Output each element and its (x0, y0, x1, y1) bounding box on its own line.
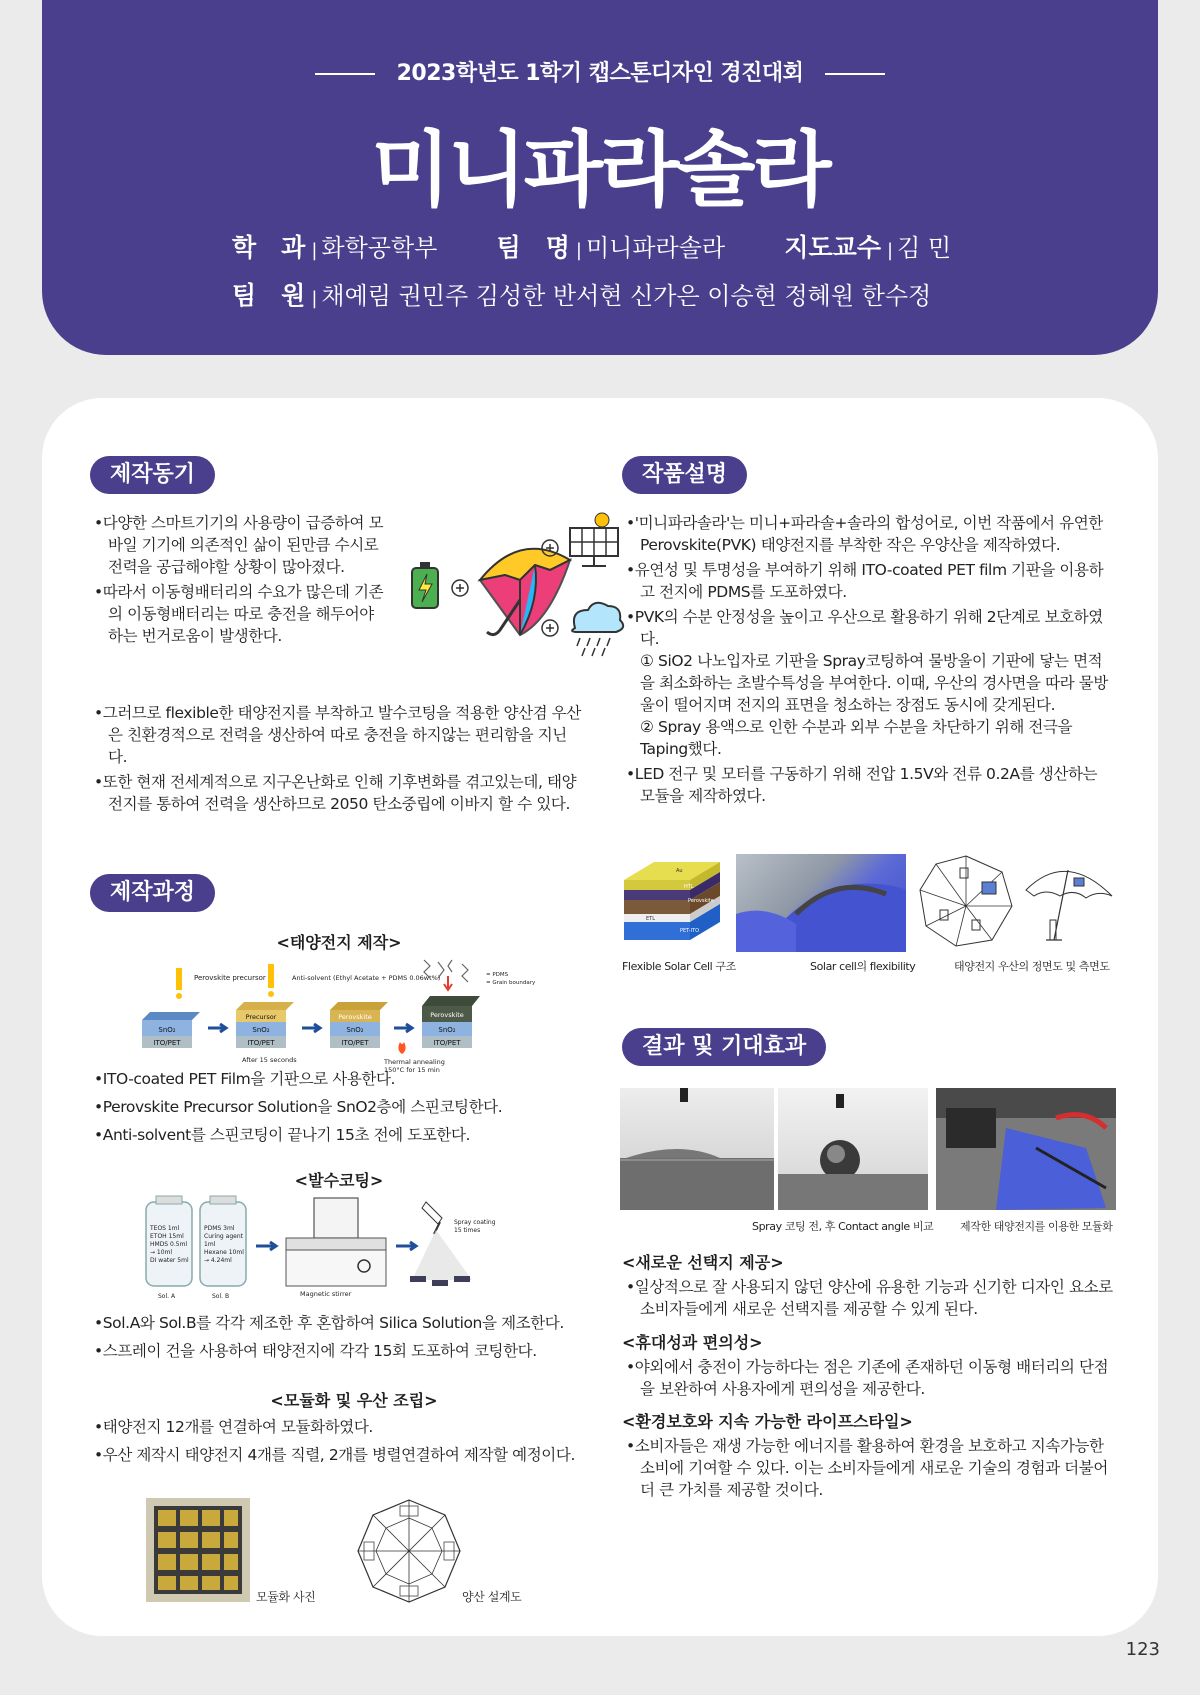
sol-b-line: Curing agent (204, 1233, 243, 1240)
arrow-icon (208, 1024, 226, 1032)
contact-angle-after-photo (778, 1088, 928, 1210)
anneal-label-2: 150°C for 15 min (384, 1066, 440, 1074)
process-bullet: •우산 제작시 태양전지 4개를 직렬, 2개를 병렬연결하여 제작할 예정이다. (94, 1446, 575, 1464)
members-value: 채예림 권민주 김성한 반서현 신가은 이승현 정혜원 한수정 (321, 282, 932, 310)
layer-au-label: Au (676, 868, 683, 874)
sol-b-line: Hexane 10ml (204, 1249, 244, 1256)
description-text (626, 512, 1114, 810)
section-title-description: 작품설명 (622, 456, 747, 494)
layer-etl-label: ETL (646, 916, 655, 922)
plus-icon (542, 620, 558, 636)
sol-b-line: PDMS 3ml (204, 1225, 235, 1232)
process-bullet: •Anti-solvent를 스핀코팅이 끝나기 15초 전에 도포한다. (94, 1126, 471, 1144)
legend-grain: = Grain boundary (486, 980, 536, 986)
sol-b-line: 1ml (204, 1241, 216, 1248)
flexibility-photo (736, 854, 906, 952)
ito-label: ITO/PET (247, 1039, 275, 1047)
stirrer-label: Magnetic stirrer (300, 1290, 352, 1298)
separator: | (311, 288, 318, 309)
sol-b-line: → 4.24ml (204, 1257, 232, 1264)
separator: | (575, 240, 582, 261)
caption-structure: Flexible Solar Cell 구조 (622, 960, 736, 973)
arrow-icon (256, 1242, 276, 1250)
sol-a-label: Sol. A (158, 1293, 176, 1300)
module-demo-photo (936, 1088, 1116, 1210)
subheading-coating: <발수코팅> (294, 1171, 384, 1190)
description-bullet: •'미니파라솔라'는 미니+파라솔+솔라의 합성어로, 이번 작품에서 유연한 Perovskite(PVK) 태양전지를 부착한 작은 우양산을 제작하였다. (626, 514, 1103, 554)
section-title-process: 제작과정 (90, 874, 215, 912)
solar-cell-steps (94, 1068, 584, 1149)
parasol-blueprint (354, 1496, 464, 1606)
motivation-bullet: •또한 현재 전세계적으로 지구온난화로 인해 기후변화를 겪고있는데, 태양전지를 통하여 전력을 생산하므로 2050 탄소중립에 이바지 할 수 있다. (94, 773, 577, 813)
solar-cell-structure-image (620, 852, 726, 952)
ito-label: ITO/PET (433, 1039, 461, 1047)
coating-process-diagram (142, 1194, 562, 1304)
dept-label: 학 과 (232, 233, 306, 262)
contact-angle-before-photo (620, 1088, 774, 1210)
module-photo (146, 1498, 250, 1602)
layer-htl-label: HTL (684, 884, 694, 890)
sno2-label: SnO₂ (438, 1026, 456, 1034)
module-steps (94, 1416, 584, 1469)
subheading-solar-cell: <태양전지 제작> (276, 933, 402, 952)
motivation-text-bottom (94, 702, 584, 818)
precursor-layer-label: Precursor (245, 1013, 277, 1021)
subheading-module: <모듈화 및 우산 조립> (270, 1391, 438, 1410)
process-bullet: •ITO-coated PET Film을 기판으로 사용한다. (94, 1070, 396, 1088)
page-title: 미니파라솔라 (371, 123, 829, 218)
sol-a-line: DI water 5ml (150, 1257, 189, 1264)
sol-a-line: ETOH 15ml (150, 1233, 184, 1240)
flame-icon (398, 1042, 405, 1054)
motivation-bullet: •그러므로 flexible한 태양전지를 부착하고 발수코팅을 적용한 양산겸 우산은 친환경적으로 전력을 생산하여 따로 충전을 하지않는 편리함을 지닌다. (94, 704, 581, 766)
contest-title (42, 56, 1158, 87)
separator: | (886, 240, 894, 261)
battery-icon (412, 562, 438, 608)
results-bullet: •야외에서 충전이 가능하다는 점은 기존에 존재하던 이동형 배터리의 단점을 보완하여 사용자에게 편의성을 제공한다. (626, 1358, 1109, 1398)
results-text-environment (626, 1435, 1114, 1504)
process-bullet: •스프레이 건을 사용하여 태양전지에 각각 15회 도포하여 코팅한다. (94, 1342, 537, 1360)
process-bullet: •태양전지 12개를 연결하여 모듈화하였다. (94, 1418, 373, 1436)
sol-a-bottle (146, 1196, 192, 1300)
umbrella-views-drawing (916, 850, 1116, 954)
rain-cloud-icon (572, 603, 623, 656)
umbrella-icon (480, 549, 570, 635)
spray-label-1: Spray coating (454, 1219, 496, 1226)
layer-pet-ito-label: PET-ITO (680, 928, 700, 934)
ito-label: ITO/PET (153, 1039, 181, 1047)
plus-icon (452, 580, 468, 596)
content-card (42, 398, 1158, 1636)
section-title-results: 결과 및 기대효과 (622, 1028, 826, 1066)
sol-a-line: TEOS 1ml (150, 1225, 180, 1232)
coating-steps (94, 1312, 614, 1365)
info-row-1 (232, 228, 951, 264)
solar-panel-icon (570, 513, 618, 566)
sol-a-line: → 10ml (150, 1249, 173, 1256)
arrow-icon (396, 1242, 416, 1250)
perovskite-layer-label: Perovskite (338, 1013, 372, 1021)
description-sub-bullet: ① SiO2 나노입자로 기판을 Spray코팅하여 물방울이 기판에 닿는 면적을 최소화하는 초발수특성을 부여한다. 이때, 우산의 경사면을 따라 물방울이 떨어지며 전지의 표면을 청소하는 장점도 동시에 갖게된다. (640, 652, 1108, 714)
sno2-label: SnO₂ (158, 1026, 176, 1034)
dept-value: 화학공학부 (321, 234, 438, 262)
advisor-value: 김 민 (897, 234, 952, 262)
divider-line (315, 73, 375, 75)
caption-parasol-blueprint: 양산 설계도 (462, 1590, 522, 1604)
divider-line (825, 73, 885, 75)
team-value: 미니파라솔라 (585, 234, 726, 262)
motivation-bullet: •다양한 스마트기기의 사용량이 급증하여 모바일 기기에 의존적인 삶이 된만큼 수시로 전력을 공급해야할 상황이 많아졌다. (94, 514, 384, 576)
ito-label: ITO/PET (341, 1039, 369, 1047)
advisor-label: 지도교수 (784, 233, 881, 262)
caption-umbrella-views: 태양전지 우산의 정면도 및 측면도 (954, 960, 1110, 973)
perovskite-layer-label: Perovskite (430, 1011, 464, 1019)
results-bullet: •소비자들은 재생 가능한 에너지를 활용하여 환경을 보호하고 지속가능한 소비에 기여할 수 있다. 이는 소비자들에게 새로운 기술의 경험과 더불어 더 큰 가치를 제공할 것이다. (626, 1437, 1108, 1499)
legend-pdms: = PDMS (486, 972, 509, 978)
contest-text: 2023학년도 1학기 캡스톤디자인 경진대회 (396, 61, 804, 86)
antisolvent-label: Anti-solvent (Ethyl Acetate + PDMS 0.06wt%) (292, 974, 441, 982)
solar-cell-process-diagram (142, 950, 562, 1080)
members-label: 팀 원 (232, 281, 306, 310)
sno2-label: SnO₂ (252, 1026, 270, 1034)
arrow-icon (394, 1024, 412, 1032)
after-seconds-label: After 15 seconds (242, 1056, 297, 1064)
team-label: 팀 명 (496, 233, 570, 262)
process-bullet: •Perovskite Precursor Solution을 SnO2층에 스핀코팅한다. (94, 1098, 503, 1116)
caption-flexibility: Solar cell의 flexibility (810, 960, 916, 973)
motivation-text-top (94, 512, 386, 650)
results-bullet: •일상적으로 잘 사용되지 않던 양산에 유용한 기능과 신기한 디자인 요소로 소비자들에게 새로운 선택지를 제공할 수 있게 된다. (626, 1278, 1113, 1318)
sol-b-bottle (200, 1196, 246, 1300)
separator: | (311, 240, 318, 261)
spray-gun-icon (410, 1202, 496, 1286)
results-heading-choice: <새로운 선택지 제공> (622, 1253, 784, 1272)
description-bullet: •LED 전구 및 모터를 구동하기 위해 전압 1.5V와 전류 0.2A를 생산하는 모듈을 제작하였다. (626, 765, 1098, 805)
description-bullet: •유연성 및 투명성을 부여하기 위해 ITO-coated PET film 기판을 이용하고 전지에 PDMS를 도포하였다. (626, 561, 1104, 601)
description-sub-bullet: ② Spray 용액으로 인한 수분과 외부 수분을 차단하기 위해 전극을 Taping했다. (640, 718, 1073, 758)
umbrella-solar-illustration (370, 510, 630, 670)
sno2-label: SnO₂ (346, 1026, 364, 1034)
step1-substrate (142, 968, 200, 1048)
header-banner (42, 0, 1158, 355)
precursor-label: Perovskite precursor (194, 974, 266, 982)
anneal-label-1: Thermal annealing (384, 1058, 445, 1066)
sol-b-label: Sol. B (212, 1293, 230, 1300)
results-text-choice (626, 1276, 1114, 1323)
results-heading-environment: <환경보호와 지속 가능한 라이프스타일> (622, 1412, 913, 1431)
caption-module-photo: 모듈화 사진 (256, 1590, 316, 1604)
page-number: 123 (1125, 1639, 1160, 1660)
caption-contact-angle: Spray 코팅 전, 후 Contact angle 비교 (752, 1220, 934, 1233)
layer-perovskite-label: Perovskite (688, 898, 714, 904)
spray-label-2: 15 times (454, 1227, 481, 1234)
results-text-portability (626, 1356, 1114, 1403)
info-row-2 (232, 276, 931, 312)
process-bullet: •Sol.A와 Sol.B를 각각 제조한 후 혼합하여 Silica Solution을 제조한다. (94, 1314, 564, 1332)
description-bullet: •PVK의 수분 안정성을 높이고 우산으로 활용하기 위해 2단계로 보호하였다. (626, 608, 1103, 648)
section-title-motivation: 제작동기 (90, 456, 215, 494)
magnetic-stirrer-icon (286, 1198, 386, 1298)
step3-perovskite (330, 1002, 388, 1048)
sol-a-line: HMDS 0.5ml (150, 1241, 188, 1248)
motivation-bullet: •따라서 이동형배터리의 수요가 많은데 기존의 이동형배터리는 따로 충전을 해두어야하는 번거로움이 발생한다. (94, 583, 384, 645)
arrow-icon (302, 1024, 320, 1032)
results-heading-portability: <휴대성과 편의성> (622, 1333, 763, 1352)
caption-module-demo: 제작한 태양전지를 이용한 모듈화 (960, 1220, 1113, 1233)
